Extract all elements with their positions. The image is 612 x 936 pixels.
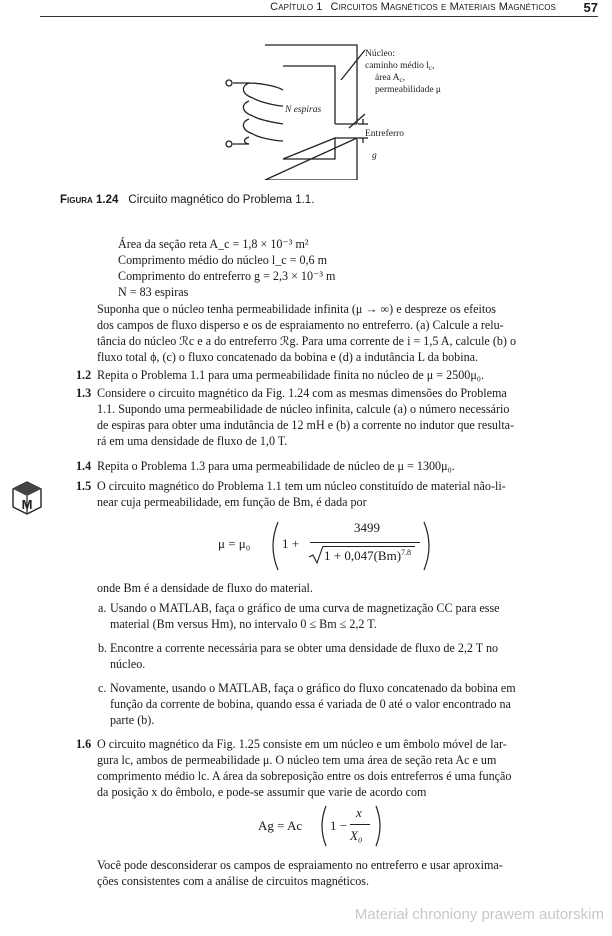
formula-area-den: X₀ — [350, 828, 363, 843]
sqrt-bar — [323, 546, 415, 547]
running-head: Capítulo 1 Circuitos Magnéticos e Materiais Magnéticos — [270, 1, 556, 13]
p16-line-3: comprimento médio lc. A área da sobreposição entre os dois entreferros é uma função — [97, 769, 512, 783]
sqrt-sign — [308, 545, 324, 565]
label-area: área $A_c$, — [375, 73, 406, 84]
given-gap: Comprimento do entreferro g = 2,3 × 10⁻³ m — [118, 269, 336, 283]
given-turns: N = 83 espiras — [118, 285, 189, 299]
item-b-line-1: Encontre a corrente necessária para se obter uma densidade de fluxo de 2,2 T no — [110, 641, 499, 655]
p15-line-1: O circuito magnético do Problema 1.1 tem um núcleo constituído de material não-li- — [97, 479, 506, 493]
area-formula: Ag = Ac 1 − x X₀ — [258, 804, 398, 850]
label-gap: Entreferro — [365, 129, 405, 139]
formula-one: 1 + — [282, 536, 300, 551]
formula-denominator: $1 + 0,047(Bm)^{7.8}$ — [324, 548, 412, 563]
formula-area-lhs: Ag = Ac — [258, 818, 303, 833]
coil-windings — [233, 83, 283, 144]
label-permeability: permeabilidade μ — [375, 85, 442, 95]
item-a-label: a. — [98, 601, 107, 615]
p16-line-4: da posição x do êmbolo, e pode-se assumir que varie de acordo com — [97, 785, 427, 799]
fraction-bar-2 — [350, 824, 370, 825]
p11-line-2: dos campos de fluxo disperso e os de espraiamento no entreferro. (a) Calcule a relu- — [97, 318, 504, 332]
right-paren — [422, 520, 434, 572]
caption-number: Figura 1.24 — [60, 194, 119, 206]
problem-1-4-text: Repita o Problema 1.3 para uma permeabilidade de núcleo de μ = 1300μ₀. — [97, 459, 455, 473]
caption-text: Circuito magnético do Problema 1.1. — [128, 194, 315, 206]
fraction-bar — [310, 542, 420, 543]
right-paren-2 — [374, 804, 384, 848]
problem-number-1-2: 1.2 — [76, 368, 92, 382]
p13-line-2: 1.1. Supondo uma permeabilidade de núcleo infinita, calcule (a) o número necessário — [97, 402, 510, 416]
terminal-top — [226, 80, 232, 86]
problem-1-2-text: Repita o Problema 1.1 para uma permeabilidade finita no núcleo de μ = 2500μ₀. — [97, 368, 485, 382]
label-path: caminho médio $l_c$, — [365, 61, 435, 72]
p13-line-1: Considere o circuito magnético da Fig. 1.24 com as mesmas dimensões do Problema — [97, 386, 507, 400]
p13-line-3: de espiras para obter uma indutância de 12 mH e (b) a corrente no indutor que resulta- — [97, 418, 515, 432]
item-c-line-2: função da corrente de bobina, quando essa é variada de 0 até o valor encontrado na — [110, 697, 511, 711]
item-a-line-2: material (Bm versus Hm), no intervalo 0 ≤ Bm ≤ 2,2 T. — [110, 617, 377, 631]
problem-number-1-4: 1.4 — [76, 459, 92, 473]
core-leader-line — [341, 50, 365, 80]
svg-text:M: M — [21, 497, 33, 512]
item-c-line-1: Novamente, usando o MATLAB, faça o gráfico do fluxo concatenado da bobina em — [110, 681, 516, 695]
given-area: Área da seção reta A_c = 1,8 × 10⁻³ m² — [118, 237, 309, 251]
item-b-label: b. — [98, 641, 108, 655]
formula-area-num: x — [356, 805, 362, 820]
p11-line-1: Suponha que o núcleo tenha permeabilidade infinita (μ → ∞) e despreze os efeitos — [97, 302, 496, 316]
problem-number-1-5: 1.5 — [76, 479, 92, 493]
coil-back-turns — [243, 83, 253, 144]
page-header — [0, 0, 612, 18]
matlab-badge-icon — [10, 479, 44, 515]
given-length: Comprimento médio do núcleo l_c = 0,6 m — [118, 253, 328, 267]
label-g: g — [372, 151, 377, 161]
watermark: Materiał chroniony prawem autorskim — [354, 906, 604, 923]
p16-closing-2: ções consistentes com a análise de circuitos magnéticos. — [97, 874, 370, 888]
p15-line-2: near cuja permeabilidade, em função de Bm, é dada por — [97, 495, 367, 509]
item-c-label: c. — [98, 681, 107, 695]
p16-line-1: O circuito magnético da Fig. 1.25 consiste em um núcleo e um êmbolo móvel de lar- — [97, 737, 507, 751]
magnetic-circuit-figure — [215, 40, 465, 180]
formula-numerator: 3499 — [354, 520, 380, 535]
p11-line-3: tância do núcleo ℛc e a do entreferro ℛg. Para uma corrente de i = 1,5 A, calcule (b) o — [97, 334, 516, 348]
figure-caption — [60, 194, 314, 206]
p16-closing-1: Você pode desconsiderar os campos de espraiamento no entreferro e usar aproxima- — [97, 858, 503, 872]
p15-after: onde Bm é a densidade de fluxo do material. — [97, 581, 313, 595]
p11-line-4: fluxo total ϕ, (c) o fluxo concatenado da bobina e (d) a indutância L da bobina. — [97, 350, 479, 364]
left-paren-2 — [318, 804, 328, 848]
permeability-formula — [218, 520, 458, 572]
left-paren — [268, 520, 280, 572]
header-rule — [40, 16, 598, 17]
p16-line-2: gura lc, ambos de permeabilidade μ. O núcleo tem uma área de seção reta Ac e um — [97, 753, 497, 767]
page-number: 57 — [583, 0, 598, 15]
problem-number-1-3: 1.3 — [76, 386, 92, 400]
item-c-line-3: parte (b). — [110, 713, 155, 727]
item-a-line-1: Usando o MATLAB, faça o gráfico de uma curva de magnetização CC para esse — [110, 601, 500, 615]
p13-line-4: rá em uma densidade de fluxo de 1,0 T. — [97, 434, 288, 448]
label-turns: N espiras — [285, 105, 322, 115]
label-core: Núcleo: — [365, 49, 396, 59]
formula-lhs: μ = μ₀ — [218, 536, 251, 551]
terminal-bottom — [226, 141, 232, 147]
item-b-line-2: núcleo. — [110, 657, 146, 671]
problem-number-1-6: 1.6 — [76, 737, 92, 751]
